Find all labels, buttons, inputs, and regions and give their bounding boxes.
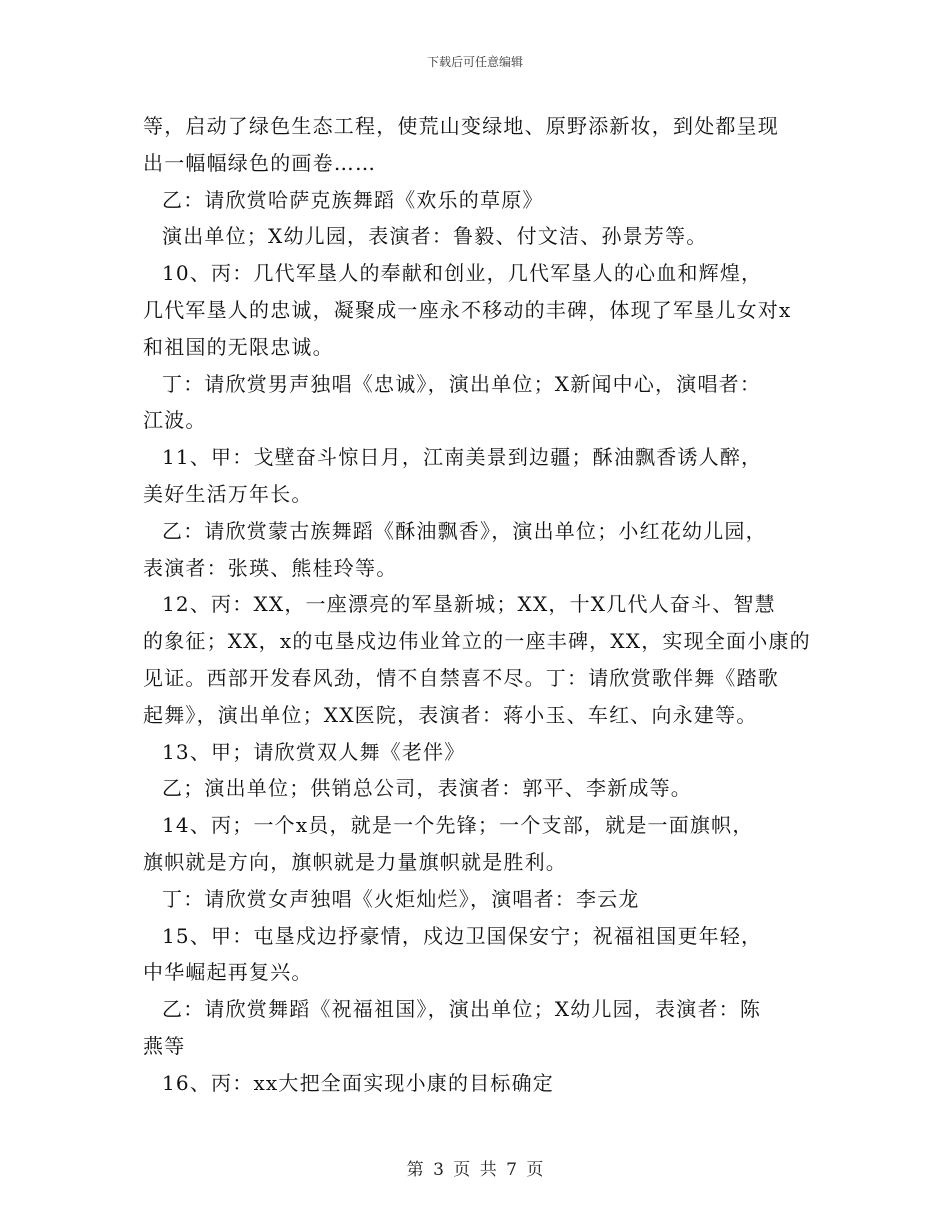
text-line: 乙：请欣赏蒙古族舞蹈《酥油飘香》，演出单位；小红花幼儿园， bbox=[162, 518, 767, 543]
text-line: 丁：请欣赏女声独唱《火炬灿烂》，演唱者：李云龙 bbox=[162, 886, 640, 911]
text-line: 表演者：张瑛、熊桂玲等。 bbox=[143, 555, 398, 580]
text-line: 13、甲；请欣赏双人舞《老伴》 bbox=[162, 739, 466, 764]
text-line: 丁：请欣赏男声独唱《忠诚》，演出单位；X新闻中心，演唱者： bbox=[162, 371, 762, 396]
page-header: 下载后可任意编辑 bbox=[426, 55, 523, 69]
text-line: 乙：请欣赏舞蹈《祝福祖国》，演出单位；X幼儿园，表演者：陈 bbox=[162, 997, 762, 1022]
text-line: 几代军垦人的忠诚，凝聚成一座永不移动的丰碑，体现了军垦儿女对x bbox=[143, 297, 792, 322]
text-line: 11、甲：戈壁奋斗惊日月，江南美景到边疆；酥油飘香诱人醉， bbox=[162, 445, 763, 470]
text-line: 乙；演出单位；供销总公司，表演者：郭平、李新成等。 bbox=[162, 776, 692, 801]
text-line: 演出单位；X幼儿园，表演者：鲁毅、付文洁、孙景芳等。 bbox=[162, 224, 708, 249]
text-line: 和祖国的无限忠诚。 bbox=[143, 334, 334, 359]
text-line: 的象征；XX，x的屯垦戍边伟业耸立的一座丰碑，XX，实现全面小康的 bbox=[143, 629, 811, 654]
text-line: 出一幅幅绿色的画卷…… bbox=[143, 150, 377, 175]
text-line: 乙：请欣赏哈萨克族舞蹈《欢乐的草原》 bbox=[162, 187, 544, 212]
text-line: 见证。西部开发春风劲，情不自禁喜不尽。丁：请欣赏歌伴舞《踏歌 bbox=[143, 665, 779, 690]
text-line: 16、丙：xx大把全面实现小康的目标确定 bbox=[162, 1070, 555, 1095]
page-number: 第 3 页 共 7 页 bbox=[406, 1160, 544, 1180]
text-line: 12、丙：XX，一座漂亮的军垦新城；XX，十X几代人奋斗、智慧 bbox=[162, 592, 776, 617]
text-line: 14、丙；一个x员，就是一个先锋；一个支部，就是一面旗帜， bbox=[162, 813, 754, 838]
text-line: 起舞》，演出单位；XX医院，表演者：蒋小玉、车红、向永建等。 bbox=[143, 702, 758, 727]
text-line: 燕等 bbox=[143, 1033, 186, 1058]
text-line: 美好生活万年长。 bbox=[143, 481, 313, 506]
text-line: 旗帜就是方向，旗帜就是力量旗帜就是胜利。 bbox=[143, 849, 567, 874]
text-line: 江波。 bbox=[143, 408, 207, 433]
text-line: 中华崛起再复兴。 bbox=[143, 960, 313, 985]
text-line: 15、甲：屯垦戍边抒豪情，戍边卫国保安宁；祝福祖国更年轻， bbox=[162, 923, 763, 948]
text-line: 等，启动了绿色生态工程，使荒山变绿地、原野添新妆，到处都呈现 bbox=[143, 114, 779, 138]
text-line: 10、丙：几代军垦人的奉献和创业，几代军垦人的心血和辉煌， bbox=[162, 261, 763, 286]
document-body bbox=[143, 108, 823, 1102]
